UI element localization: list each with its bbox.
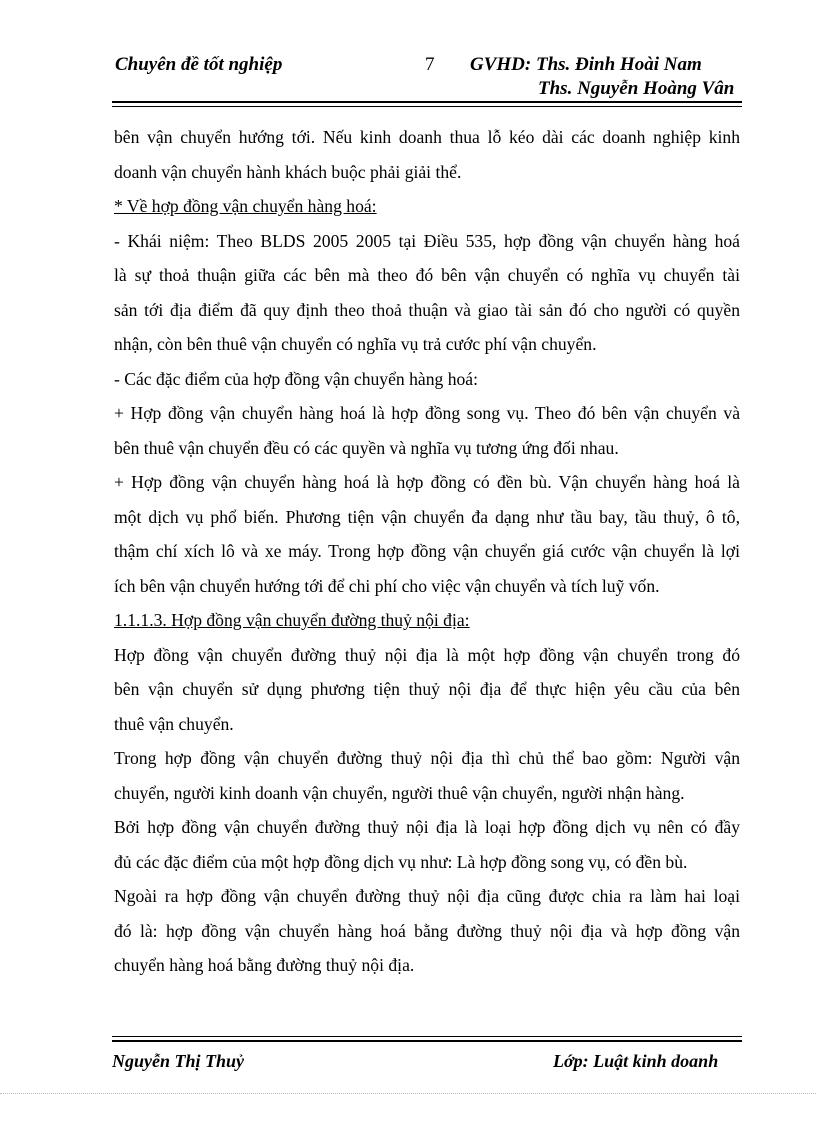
body-line: bên thuê vận chuyển đều có các quyền và nghĩa vụ tương ứng đối nhau. — [114, 437, 619, 458]
section-heading: 1.1.1.3. Hợp đồng vận chuyển đường thuỷ nội địa: — [114, 610, 470, 630]
body-line: một dịch vụ phổ biến. Phương tiện vận chuyển đa dạng như tầu bay, tầu thuỷ, ô tô, — [114, 506, 740, 527]
section-heading: * Về hợp đồng vận chuyển hàng hoá: — [114, 196, 377, 216]
body-line: thậm chí xích lô và xe máy. Trong hợp đồng vận chuyển giá cước vận chuyển là lợi — [114, 541, 740, 561]
page-edge-divider — [0, 1093, 816, 1094]
header-advisor-1: GVHD: Ths. Đinh Hoài Nam — [470, 54, 702, 75]
body-line: nhận, còn bên thuê vận chuyển có nghĩa vụ trả cước phí vận chuyển. — [114, 334, 597, 354]
footer-rule-thin — [112, 1036, 742, 1037]
body-line: sản tới địa điểm đã quy định theo thoả thuận và giao tài sản đó cho người có quyền — [114, 299, 740, 320]
page-number: 7 — [425, 54, 435, 75]
body-line: Ngoài ra hợp đồng vận chuyển đường thuỷ nội địa cũng được chia ra làm hai loại — [114, 886, 740, 906]
body-line: đủ các đặc điểm của một hợp đồng dịch vụ như: Là hợp đồng song vụ, có đền bù. — [114, 851, 688, 872]
body-line: ích bên vận chuyển hướng tới để chi phí cho việc vận chuyển và tích luỹ vốn. — [114, 575, 660, 596]
body-line: chuyển hàng hoá bằng đường thuỷ nội địa. — [114, 955, 415, 975]
body-line: - Các đặc điểm của hợp đồng vận chuyển hàng hoá: — [114, 368, 478, 389]
body-line: là sự thoả thuận giữa các bên mà theo đó bên vận chuyển có nghĩa vụ chuyển tài — [114, 265, 740, 285]
body-line: + Hợp đồng vận chuyển hàng hoá là hợp đồng có đền bù. Vận chuyển hàng hoá là — [114, 472, 740, 492]
footer-author: Nguyễn Thị Thuỷ — [112, 1051, 245, 1071]
body-line: Hợp đồng vận chuyển đường thuỷ nội địa là một hợp đồng vận chuyển trong đó — [114, 644, 740, 665]
header-rule-thick — [112, 101, 742, 103]
body-line: bên vận chuyển sử dụng phương tiện thuỷ nội địa để thực hiện yêu cầu của bên — [114, 679, 740, 699]
body-line: doanh vận chuyển hành khách buộc phải giải thể. — [114, 161, 462, 182]
body-line: thuê vận chuyển. — [114, 713, 234, 734]
body-line: Bởi hợp đồng vận chuyển đường thuỷ nội địa là loại hợp đồng dịch vụ nên có đầy — [114, 817, 740, 837]
body-text — [114, 120, 740, 983]
header-title: Chuyên đề tốt nghiệp — [115, 54, 283, 75]
body-line: chuyển, người kinh doanh vận chuyển, người thuê vận chuyển, người nhận hàng. — [114, 782, 685, 803]
footer-class: Lớp: Luật kinh doanh — [553, 1051, 719, 1071]
header-rule-thin — [112, 106, 742, 107]
header-advisor-2: Ths. Nguyễn Hoàng Vân — [538, 78, 735, 99]
body-line: đó là: hợp đồng vận chuyển hàng hoá bằng đường thuỷ nội địa và hợp đồng vận — [114, 920, 740, 941]
body-line: Trong hợp đồng vận chuyển đường thuỷ nội địa thì chủ thể bao gồm: Người vận — [114, 748, 740, 768]
body-line: + Hợp đồng vận chuyển hàng hoá là hợp đồng song vụ. Theo đó bên vận chuyển và — [114, 403, 740, 423]
footer-rule-thick — [112, 1040, 742, 1042]
body-line: bên vận chuyển hướng tới. Nếu kinh doanh thua lỗ kéo dài các doanh nghiệp kinh — [114, 127, 740, 147]
body-line: - Khái niệm: Theo BLDS 2005 2005 tại Điều 535, hợp đồng vận chuyển hàng hoá — [114, 230, 740, 251]
